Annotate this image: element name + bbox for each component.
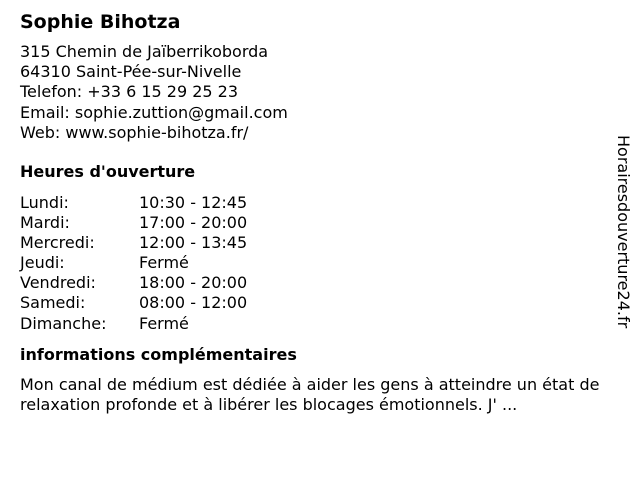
hours-day: Mardi: [20, 213, 70, 233]
hours-time: 18:00 - 20:00 [139, 273, 248, 293]
address-street: 315 Chemin de Jaïberrikoborda [20, 42, 269, 61]
hours-day: Vendredi: [20, 273, 96, 293]
contact-block [20, 42, 610, 143]
phone-line: Telefon: +33 6 15 29 25 23 [20, 82, 239, 102]
hours-row-tuesday [20, 213, 610, 233]
info-heading: informations complémentaires [20, 344, 297, 364]
hours-row-thursday [20, 253, 610, 273]
hours-row-wednesday [20, 233, 610, 253]
business-card [20, 10, 610, 415]
hours-day: Lundi: [20, 193, 69, 213]
business-name: Sophie Bihotza [20, 11, 181, 33]
hours-time: 08:00 - 12:00 [139, 293, 248, 313]
hours-row-monday [20, 193, 610, 213]
hours-row-friday [20, 273, 610, 293]
address-city: 64310 Saint-Pée-sur-Nivelle [20, 62, 242, 82]
hours-heading: Heures d'ouverture [20, 162, 196, 182]
hours-day: Samedi: [20, 293, 86, 313]
hours-time: 12:00 - 13:45 [139, 233, 248, 253]
web-line: Web: www.sophie-bihotza.fr/ [20, 122, 249, 142]
hours-time: 17:00 - 20:00 [139, 213, 248, 233]
hours-day: Mercredi: [20, 233, 95, 253]
email-line: Email: sophie.zuttion@gmail.com [20, 102, 288, 122]
hours-day: Jeudi: [20, 253, 65, 273]
hours-row-sunday [20, 314, 610, 334]
site-watermark [612, 135, 634, 345]
hours-time: Fermé [139, 313, 189, 333]
info-description: Mon canal de médium est dédiée à aider les gens à atteindre un état de relaxation profonde et à libérer les blocages émotionnels. J' ... [20, 374, 600, 414]
hours-table [20, 193, 610, 334]
hours-time: Fermé [139, 253, 189, 273]
hours-day: Dimanche: [20, 313, 107, 333]
hours-row-saturday [20, 293, 610, 313]
watermark-text: Horairesdouverture24.fr [614, 135, 633, 329]
hours-time: 10:30 - 12:45 [139, 193, 248, 213]
